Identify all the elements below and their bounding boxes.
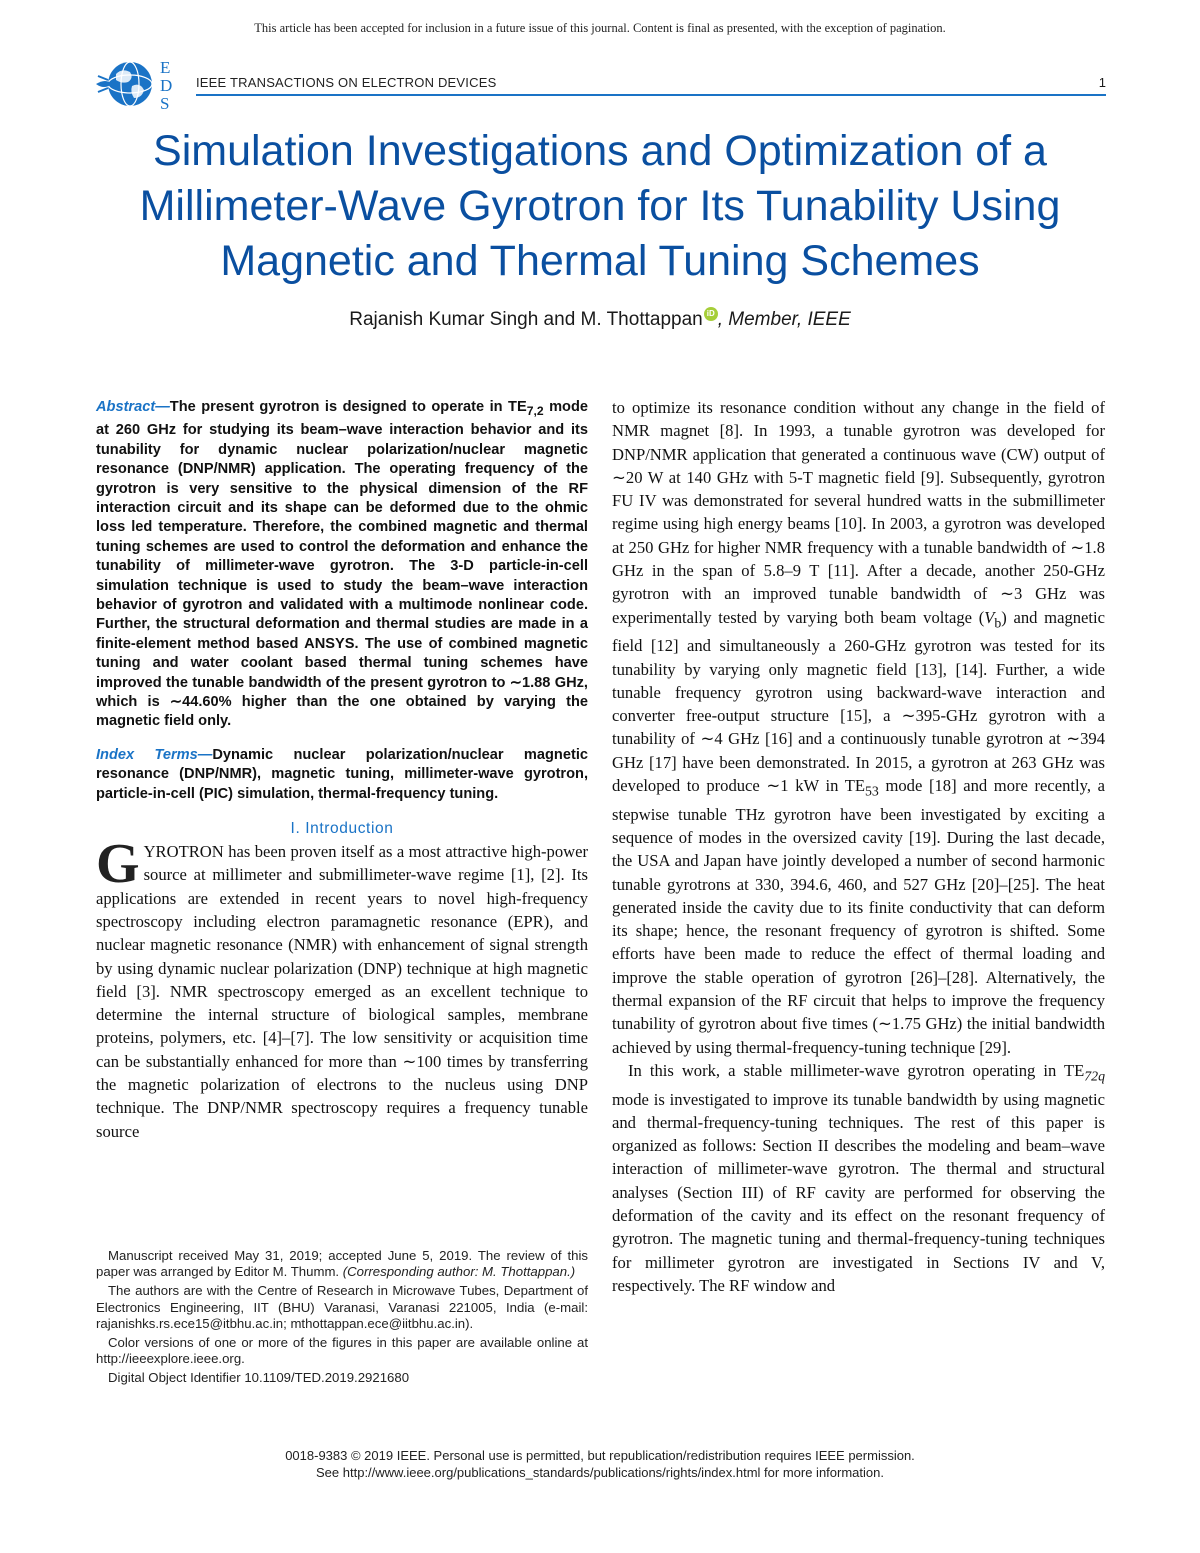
eds-letter-e: E — [160, 58, 171, 77]
eds-letter-s: S — [160, 94, 170, 112]
acceptance-notice: This article has been accepted for inclusion in a future issue of this journal. Content is final as presented, with the exception of pagination. — [254, 21, 946, 35]
first-page-footnote — [96, 1248, 588, 1390]
paper-title: Simulation Investigations and Optimization of a Millimeter-Wave Gyrotron for Its Tunability Using Magnetic and Thermal Tuning Schemes — [139, 127, 1061, 285]
beam-voltage-symbol: V — [984, 607, 995, 627]
beam-voltage-subscript: b — [994, 614, 1002, 630]
orcid-icon[interactable]: iD — [704, 307, 718, 321]
abstract-text-1: The present gyrotron is designed to operate in TE — [169, 399, 527, 415]
te72q-subscript: 72q — [1084, 1068, 1105, 1084]
drop-cap: G — [96, 833, 140, 896]
section-heading-introduction: I. Introduction — [290, 820, 394, 838]
intro-paragraph — [96, 833, 588, 1143]
journal-name: IEEE TRANSACTIONS ON ELECTRON DEVICES — [196, 75, 497, 90]
footnote-color-versions: Color versions of one or more of the figures in this paper are available online at http://ieeexplore.ieee.org. — [96, 1335, 588, 1367]
right-text-1b: ) and magnetic field [12] and simultaneously a 260-GHz gyrotron was tested for its tunability by varying only magnetic field [13], [14]. Further, a wide tunable frequency gyrotron using backward-wave interaction and converter free-output structure [15], a ∼395-GHz gyrotron with a tunability of ∼4 GHz [16] and a continuously tunable gyrotron at ∼394 GHz [17] have been demonstrated. In 2015, a gyrotron at 263 GHz was developed to produce ∼1 kW in TE — [612, 607, 1105, 796]
copyright-line-2: See http://www.ieee.org/publications_standards/publications/rights/index.html for more information. — [316, 1464, 884, 1480]
header-rule — [196, 94, 1106, 96]
page-number: 1 — [1098, 75, 1106, 90]
right-column — [612, 396, 1105, 1297]
copyright-notice — [0, 1448, 1200, 1481]
eds-globe-logo — [94, 56, 182, 112]
right-text-1c: mode [18] and more recently, a stepwise tunable THz gyrotron have been investigated by exciting a sequence of modes in the oversized cavity [19]. During the last decade, the USA and Japan have jointly developed a number of second harmonic tunable gyrotrons at 330, 394.6, 460, and 527 GHz [20]–[25]. The heat generated inside the cavity due to its finite conductivity that can deform its shape; hence, the resonant frequency of gyrotron is shifted. Some efforts have been made to reduce the effect of thermal loading and improve the stable operation of gyrotron [26]–[28]. Alternatively, the thermal expansion of the RF circuit that helps to improve the frequency tunability of gyrotron about five times (∼1.75 GHz) the initial bandwidth achieved by using thermal-frequency-tuning technique [29]. — [612, 776, 1106, 1057]
index-terms-label: Index Terms— — [96, 746, 213, 763]
left-column — [96, 398, 588, 1143]
index-terms — [96, 746, 588, 804]
footnote-doi: Digital Object Identifier 10.1109/TED.2019.2921680 — [108, 1370, 410, 1386]
author-names: Rajanish Kumar Singh and M. Thottappan — [349, 309, 703, 330]
right-paragraph-2 — [612, 1059, 1105, 1297]
right-paragraph-1 — [612, 396, 1105, 1059]
abstract-text-2: mode at 260 GHz for studying its beam–wave interaction behavior and its tunability for dynamic nuclear polarization/nuclear magnetic resonance (DNP/NMR) application. The operating frequency of the gyrotron is very sensitive to the physical dimension of the RF interaction circuit and its shape can be deformed due to the ohmic loss led temperature. Therefore, the combined magnetic and thermal tuning schemes are used to control the deformation and enhance the tunability of millimeter-wave gyrotron. The 3-D particle-in-cell simulation technique is used to study the beam–wave interaction behavior of gyrotron and validated with a multimode nonlinear code. Further, the structural deformation and thermal studies are made in a finite-element method based ANSYS. The use of combined magnetic tuning and water coolant based thermal tuning schemes have improved the tunable bandwidth of the present gyrotron to ∼1.88 GHz, which is ∼44.60% higher than the one obtained by varying the magnetic field only. — [96, 399, 589, 730]
intro-text: YROTRON has been proven itself as a most attractive high-power source at millimeter and submillimeter-wave regime [1], [2]. Its applications are extended in recent years to novel high-frequency spectroscopy including electron paramagnetic resonance (EPR), and nuclear magnetic resonance (NMR) with enhancement of signal strength by using dynamic nuclear polarization (DNP) technique at high magnetic field [3]. NMR spectroscopy emerged as an excellent technique to determine the internal structure of biological samples, membrane proteins, polymers, etc. [4]–[7]. The low sensitivity or acquisition time can be substantially enhanced for more than ∼100 times by transferring the magnetic polarization of electrons to the nucleus using DNP technique. The DNP/NMR spectroscopy requires a frequency tunable source — [96, 842, 588, 1141]
right-text-2b: mode is investigated to improve its tunable bandwidth by using magnetic and thermal-frequency-tuning techniques. The rest of this paper is organized as follows: Section II describes the modeling and beam–wave interaction of millimeter-wave gyrotron. The thermal and structural analyses (Section III) of RF cavity are performed for observing the deformation of the cavity and its effect on the resonant frequency of gyrotron. The magnetic tuning and thermal-frequency-tuning techniques for millimeter gyrotron are investigated in Sections IV and V, respectively. The RF window and — [612, 1089, 1105, 1295]
te-mode-subscript: 53 — [865, 783, 879, 799]
abstract — [96, 398, 588, 732]
index-terms-text: Dynamic nuclear polarization/nuclear magnetic resonance (DNP/NMR), magnetic tuning, millimeter-wave gyrotron, particle-in-cell (PIC) simulation, thermal-frequency tuning. — [96, 746, 588, 802]
eds-letter-d: D — [160, 76, 173, 95]
footnote-affiliation: The authors are with the Centre of Research in Microwave Tubes, Department of Electronics Engineering, IIT (BHU) Varanasi, Varanasi 221005, India (e-mail: rajanishks.rs.ece15@itbhu.ac.in; mthottappan.ece@iitbhu.ac.in). — [96, 1283, 588, 1331]
footnote-corresponding: (Corresponding author: M. Thottappan.) — [342, 1264, 576, 1280]
right-text-1a: to optimize its resonance condition without any change in the field of NMR magnet [8]. In 1993, a tunable gyrotron was developed for DNP/NMR application that generated a continuous wave (CW) output of ∼20 W at 140 GHz with 5-T magnetic field [9]. Subsequently, gyrotron FU IV was demonstrated for several hundred watts in the submillimeter regime using high energy beams [10]. In 2003, a gyrotron was developed at 250 GHz for higher NMR frequency with a tunable bandwidth of ∼1.8 GHz in the span of 5.8–9 T [11]. After a decade, another 250-GHz gyrotron with an improved tunable bandwidth of ∼3 GHz was experimentally tested by varying both beam voltage ( — [612, 398, 1105, 627]
copyright-line-1: 0018-9383 © 2019 IEEE. Personal use is permitted, but republication/redistribution requires IEEE permission. — [285, 1448, 915, 1463]
author-line — [0, 309, 1200, 331]
abstract-label: Abstract— — [96, 399, 170, 415]
footnote-received: Manuscript received May 31, 2019; accepted June 5, 2019. The review of this paper was arranged by Editor M. Thumm. — [96, 1248, 588, 1280]
footnote-manuscript — [96, 1248, 588, 1280]
author-membership: , Member, IEEE — [717, 309, 851, 330]
abstract-mode-subscript: 7,2 — [526, 403, 544, 418]
right-text-2a: In this work, a stable millimeter-wave gyrotron operating in TE — [628, 1060, 1085, 1080]
